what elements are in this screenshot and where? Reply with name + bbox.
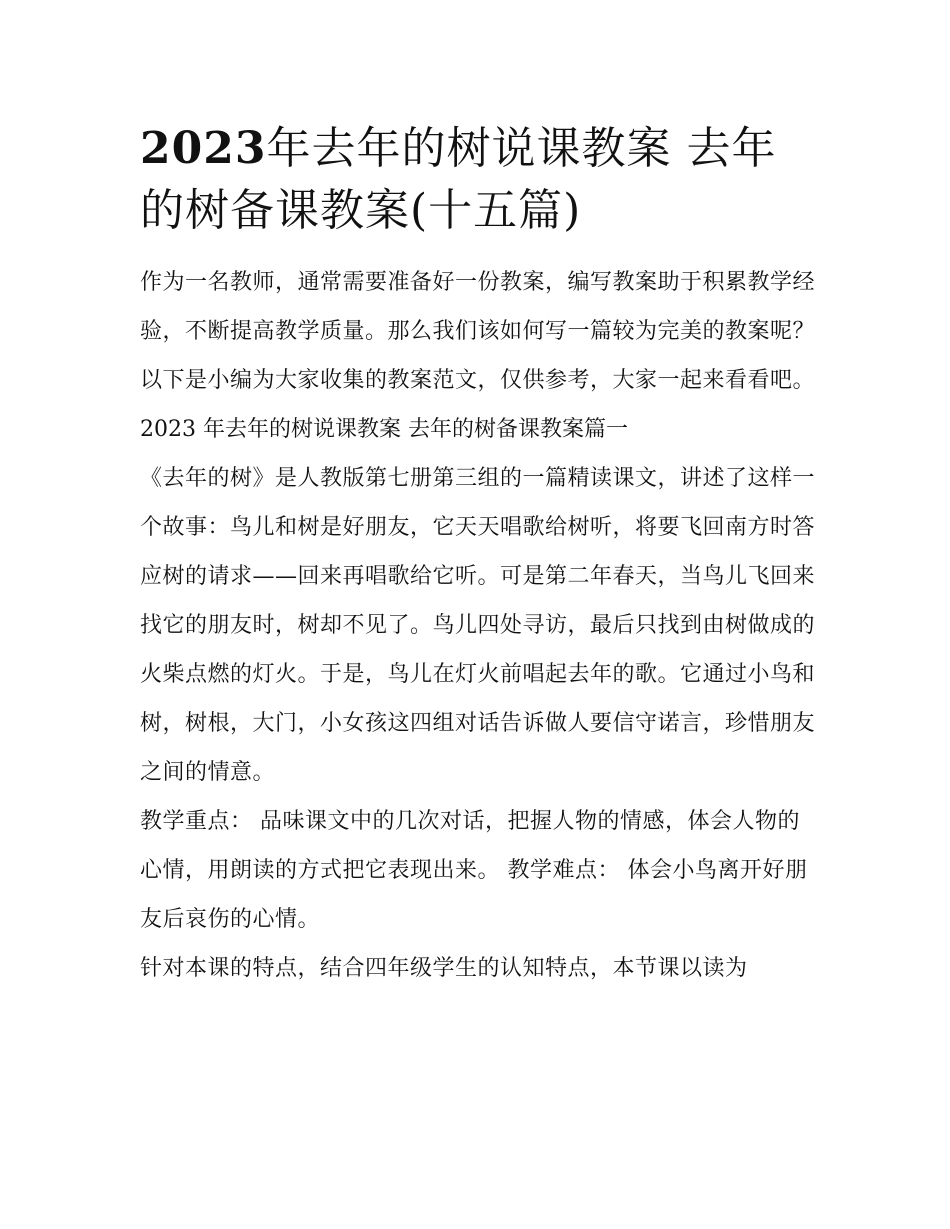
intro-paragraph: 作为一名教师，通常需要准备好一份教案，编写教案助于积累教学经验，不断提高教学质量。那么我们该如何写一篇较为完美的教案呢？以下是小编为大家收集的教案范文，仅供参考，大家一起来看看吧。 [140,270,816,393]
body-paragraph-1: 《去年的树》是人教版第七册第三组的一篇精读课文，讲述了这样一个故事：鸟儿和树是好朋友，它天天唱歌给树听，将要飞回南方时答应树的请求——回来再唱歌给它听。可是第二年春天，当鸟儿飞回来找它的朋友时，树却不见了。鸟儿四处寻访，最后只找到由树做成的火柴点燃的灯火。于是，鸟儿在灯火前唱起去年的歌。它通过小鸟和树，树根，大门，小女孩这四组对话告诉做人要信守诺言，珍惜朋友之间的情意。 [140,466,816,785]
document-page [140,118,820,993]
title-year: 2023 [140,123,267,174]
body-paragraph-3: 针对本课的特点，结合四年级学生的认知特点，本节课以读为 [140,956,748,981]
section-heading: 2023 年去年的树说课教案 去年的树备课教案篇一 [140,417,628,442]
title-text: 年去年的树说课教案 去年的树备课教案(十五篇) [140,123,777,236]
body-paragraph-2: 教学重点： 品味课文中的几次对话，把握人物的情感，体会人物的心情，用朗读的方式把它表现出来。 教学难点： 体会小鸟离开好朋友后哀伤的心情。 [140,809,808,932]
document-title [140,118,820,242]
